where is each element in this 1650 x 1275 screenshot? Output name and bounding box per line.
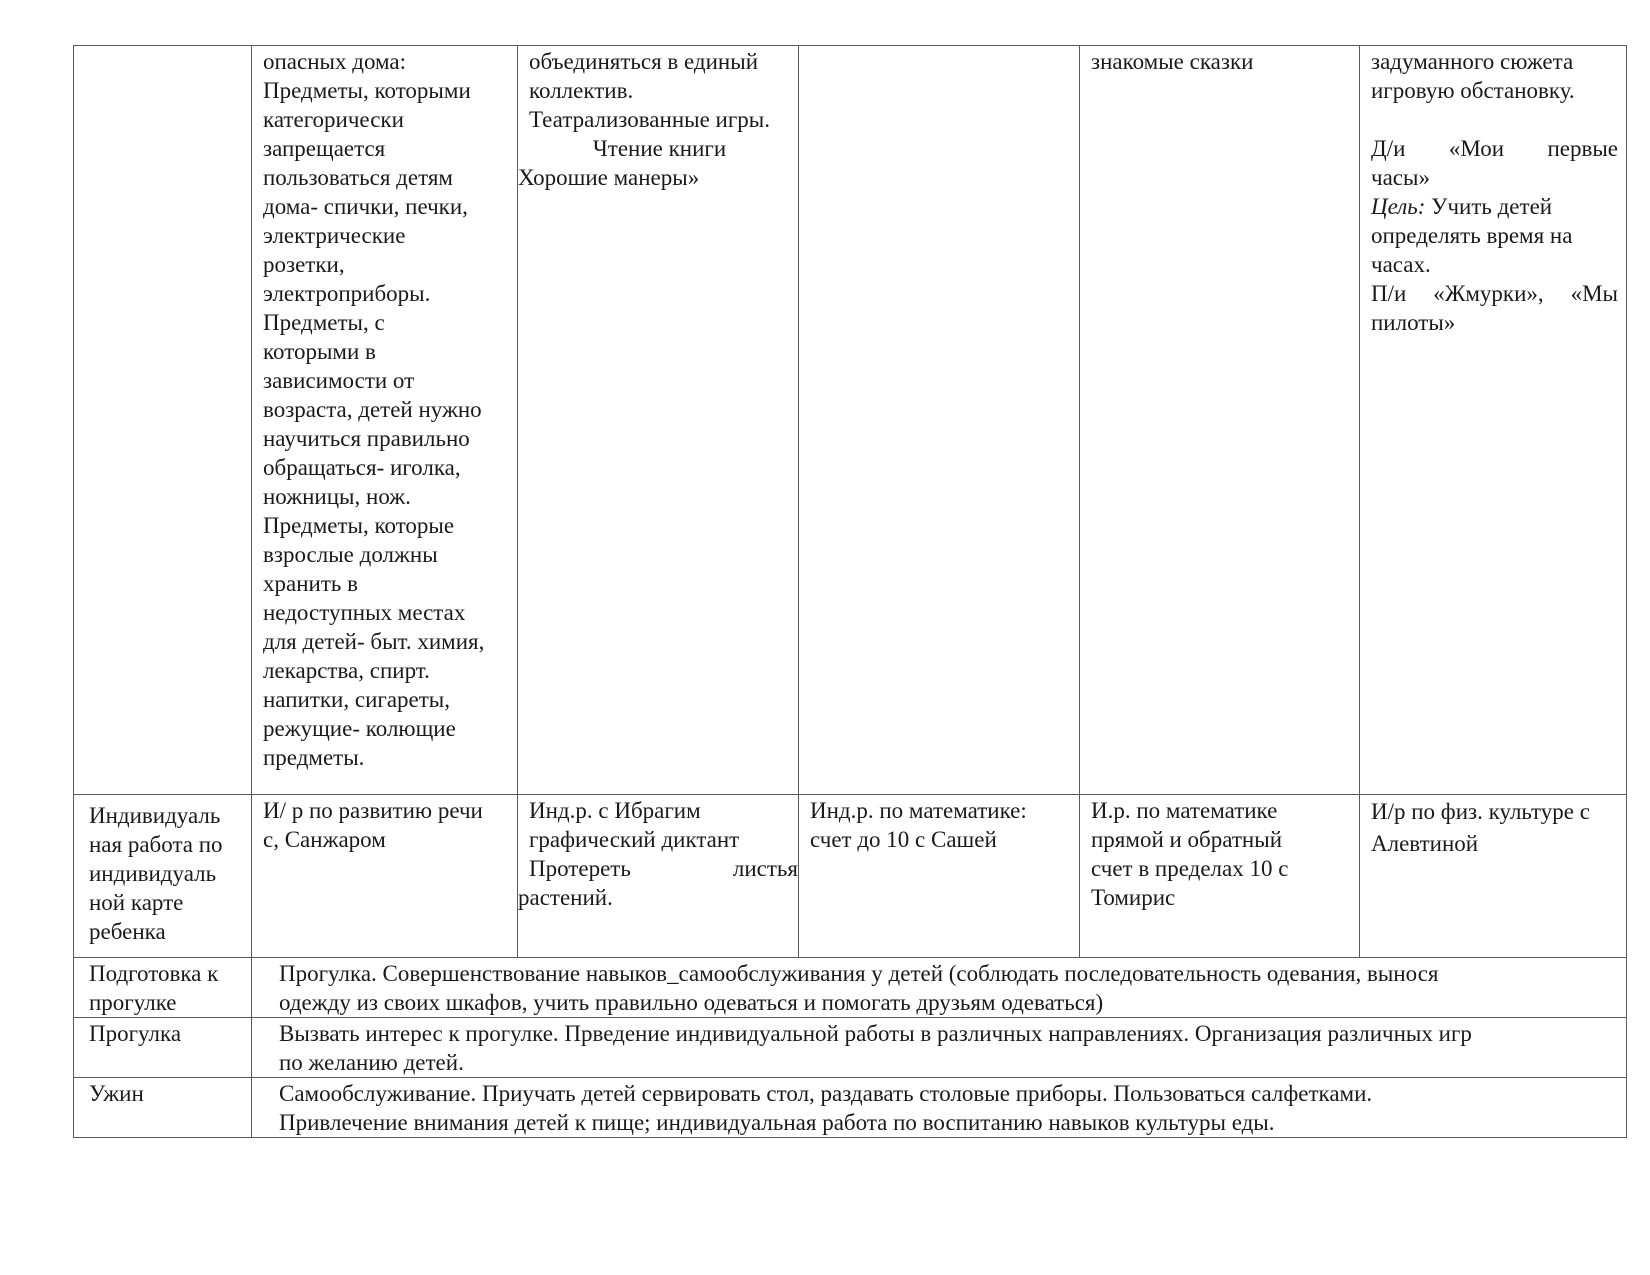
math-work-text: Инд.р. по математике: счет до 10 с Сашей [810,798,1027,852]
table-cell [252,958,1627,1018]
walk-text: Вызвать интерес к прогулке. Прведение индивидуальной работы в различных направлениях. Организация различных игр по желанию детей. [279,1021,1472,1075]
table-cell [1360,46,1627,795]
plan-table-page [73,45,1626,1138]
games-text: задуманного сюжета игровую обстановку. Д/и «Мои первые часы» Цель: Учить детей определять время на часах. П/и «Жмурки», «Мы пилоты» [1371,49,1618,335]
table-cell [252,1078,1627,1138]
pe-work-text: И/р по физ. культуре с Алевтиной [1371,799,1590,856]
row-label: Ужин [89,1081,144,1106]
row-label-cell [74,958,252,1018]
plan-table [73,45,1627,1138]
table-cell [1080,46,1360,795]
table-cell [252,795,518,958]
goal-label: Цель: [1371,194,1426,219]
row-label-cell [74,795,252,958]
table-cell [1080,795,1360,958]
row-label: Индивидуаль ная работа по индивидуаль ной карте ребенка [89,803,223,944]
counting-work-text: И.р. по математике прямой и обратный счет в пределах 10 с Томирис [1091,798,1289,910]
table-cell [518,46,799,795]
group-activity-text: объединяться в единый коллектив. Театрализованные игры. Чтение книги Хорошие манеры» [518,49,770,190]
table-cell [799,795,1080,958]
table-cell [252,46,518,795]
table-cell [1360,795,1627,958]
row-label: Подготовка к прогулке [89,961,219,1015]
row-label-cell [74,1078,252,1138]
table-cell [252,1018,1627,1078]
table-row [74,1018,1627,1078]
dictation-text: Инд.р. с Ибрагим графический диктант Протереть листья растений. [518,798,798,910]
row-label: Прогулка [89,1021,182,1046]
table-cell [799,46,1080,795]
speech-work-text: И/ р по развитию речи с, Санжаром [263,798,483,852]
safety-items-text: опасных дома: Предметы, которыми категорически запрещается пользоваться детям дома- спички, печки, электрические розетки, электроприборы. Предметы, с которыми в зависимости от возраста, детей нужно научиться правильно обращаться- иголка, ножницы, нож. Предметы, которые взрослые должны хранить в недоступных местах для детей- быт. химия, лекарства, спирт. напитки, сигареты, режущие- колющие предметы. [263,49,485,770]
row-label-cell [74,46,252,795]
fairy-tales-text: знакомые сказки [1091,49,1254,74]
table-row [74,795,1627,958]
table-row [74,46,1627,795]
supper-text: Самообслуживание. Приучать детей сервировать стол, раздавать столовые приборы. Пользоваться салфетками. Привлечение внимания детей к пище; индивидуальная работа по воспитанию навыков культуры еды. [279,1081,1373,1135]
row-label-cell [74,1018,252,1078]
table-cell [518,795,799,958]
table-row [74,1078,1627,1138]
table-row [74,958,1627,1018]
walk-prep-text: Прогулка. Совершенствование навыков_самообслуживания у детей (соблюдать последовательность одевания, вынося одежду из своих шкафов, учить правильно одеваться и помогать друзьям одеваться) [279,961,1439,1015]
